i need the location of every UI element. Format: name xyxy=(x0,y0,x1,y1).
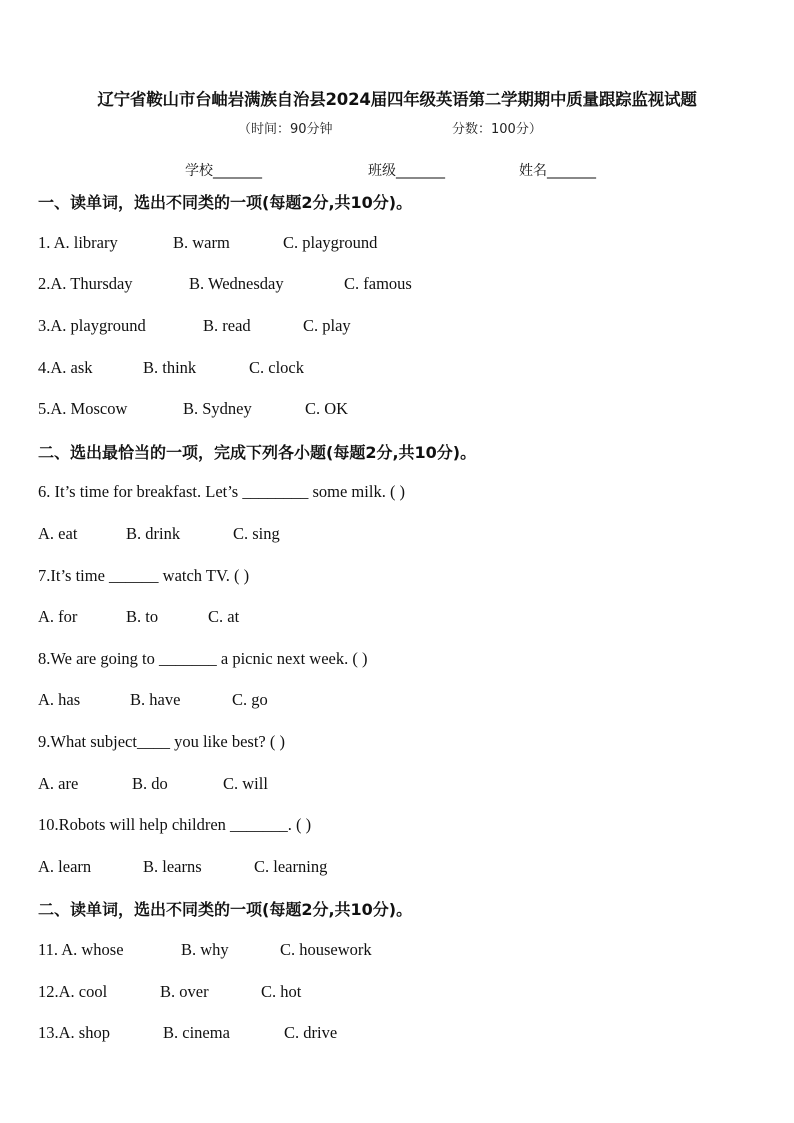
option-c: C. clock xyxy=(249,358,304,377)
option-b: B. drink xyxy=(126,524,181,543)
option-c: C. will xyxy=(223,774,268,793)
question-7-options xyxy=(38,607,239,627)
option-a: 11. A. whose xyxy=(38,940,124,959)
question-5 xyxy=(38,399,348,419)
option-c: C. playground xyxy=(283,233,378,252)
option-a: A. has xyxy=(38,690,81,709)
exam-score: 分数：100分） xyxy=(452,122,542,137)
option-b: B. have xyxy=(130,690,181,709)
option-a: A. learn xyxy=(38,857,92,876)
section-heading-3: 二、读单词，选出不同类的一项(每题2分,共10分)。 xyxy=(38,900,413,919)
exam-time: （时间：90分钟 xyxy=(238,122,333,137)
option-c: C. famous xyxy=(344,274,412,293)
option-b: B. Wednesday xyxy=(189,274,284,293)
question-6-options xyxy=(38,524,280,544)
option-b: B. Sydney xyxy=(183,399,252,418)
section-heading-1: 一、读单词，选出不同类的一项(每题2分,共10分)。 xyxy=(38,193,413,212)
option-c: C. learning xyxy=(254,857,328,876)
option-b: B. do xyxy=(132,774,168,793)
question-6: 6. It’s time for breakfast. Let’s ________ some milk. ( ) xyxy=(38,482,406,501)
option-c: C. OK xyxy=(305,399,349,418)
option-b: B. think xyxy=(143,358,197,377)
option-a: 4.A. ask xyxy=(38,358,93,377)
option-a: A. for xyxy=(38,607,78,626)
question-8: 8.We are going to _______ a picnic next week. ( ) xyxy=(38,649,368,668)
option-a: A. eat xyxy=(38,524,78,543)
question-8-options xyxy=(38,690,268,710)
option-c: C. play xyxy=(303,316,351,335)
question-3 xyxy=(38,316,351,336)
class-field: 班级_______ xyxy=(368,163,445,179)
option-a: A. are xyxy=(38,774,79,793)
option-a: 13.A. shop xyxy=(38,1023,110,1042)
question-10: 10.Robots will help children _______. ( ) xyxy=(38,815,312,834)
option-b: B. learns xyxy=(143,857,202,876)
option-b: B. warm xyxy=(173,233,230,252)
question-12 xyxy=(38,982,301,1002)
question-7: 7.It’s time ______ watch TV. ( ) xyxy=(38,566,250,585)
option-c: C. hot xyxy=(261,982,302,1001)
question-11 xyxy=(38,940,372,960)
question-13 xyxy=(38,1023,337,1043)
option-c: C. at xyxy=(208,607,240,626)
option-b: B. to xyxy=(126,607,159,626)
option-b: B. over xyxy=(160,982,209,1001)
option-a: 12.A. cool xyxy=(38,982,108,1001)
option-c: C. sing xyxy=(233,524,280,543)
name-field: 姓名_______ xyxy=(519,163,596,179)
section-heading-2: 二、选出最恰当的一项，完成下列各小题(每题2分,共10分)。 xyxy=(38,443,477,462)
option-b: B. cinema xyxy=(163,1023,230,1042)
option-c: C. drive xyxy=(284,1023,338,1042)
question-1 xyxy=(38,233,377,253)
question-9: 9.What subject____ you like best? ( ) xyxy=(38,732,285,751)
page-title: 辽宁省鞍山市台岫岩满族自治县2024届四年级英语第二学期期中质量跟踪监视试题 xyxy=(97,90,697,109)
option-a: 3.A. playground xyxy=(38,316,146,335)
school-field: 学校_______ xyxy=(185,163,262,179)
option-a: 2.A. Thursday xyxy=(38,274,133,293)
question-9-options xyxy=(38,774,268,794)
question-2 xyxy=(38,274,412,294)
question-4 xyxy=(38,358,304,378)
option-a: 5.A. Moscow xyxy=(38,399,128,418)
option-a: 1. A. library xyxy=(38,233,118,252)
option-c: C. go xyxy=(232,690,268,709)
option-c: C. housework xyxy=(280,940,372,959)
option-b: B. read xyxy=(203,316,251,335)
option-b: B. why xyxy=(181,940,229,959)
question-10-options xyxy=(38,857,327,877)
